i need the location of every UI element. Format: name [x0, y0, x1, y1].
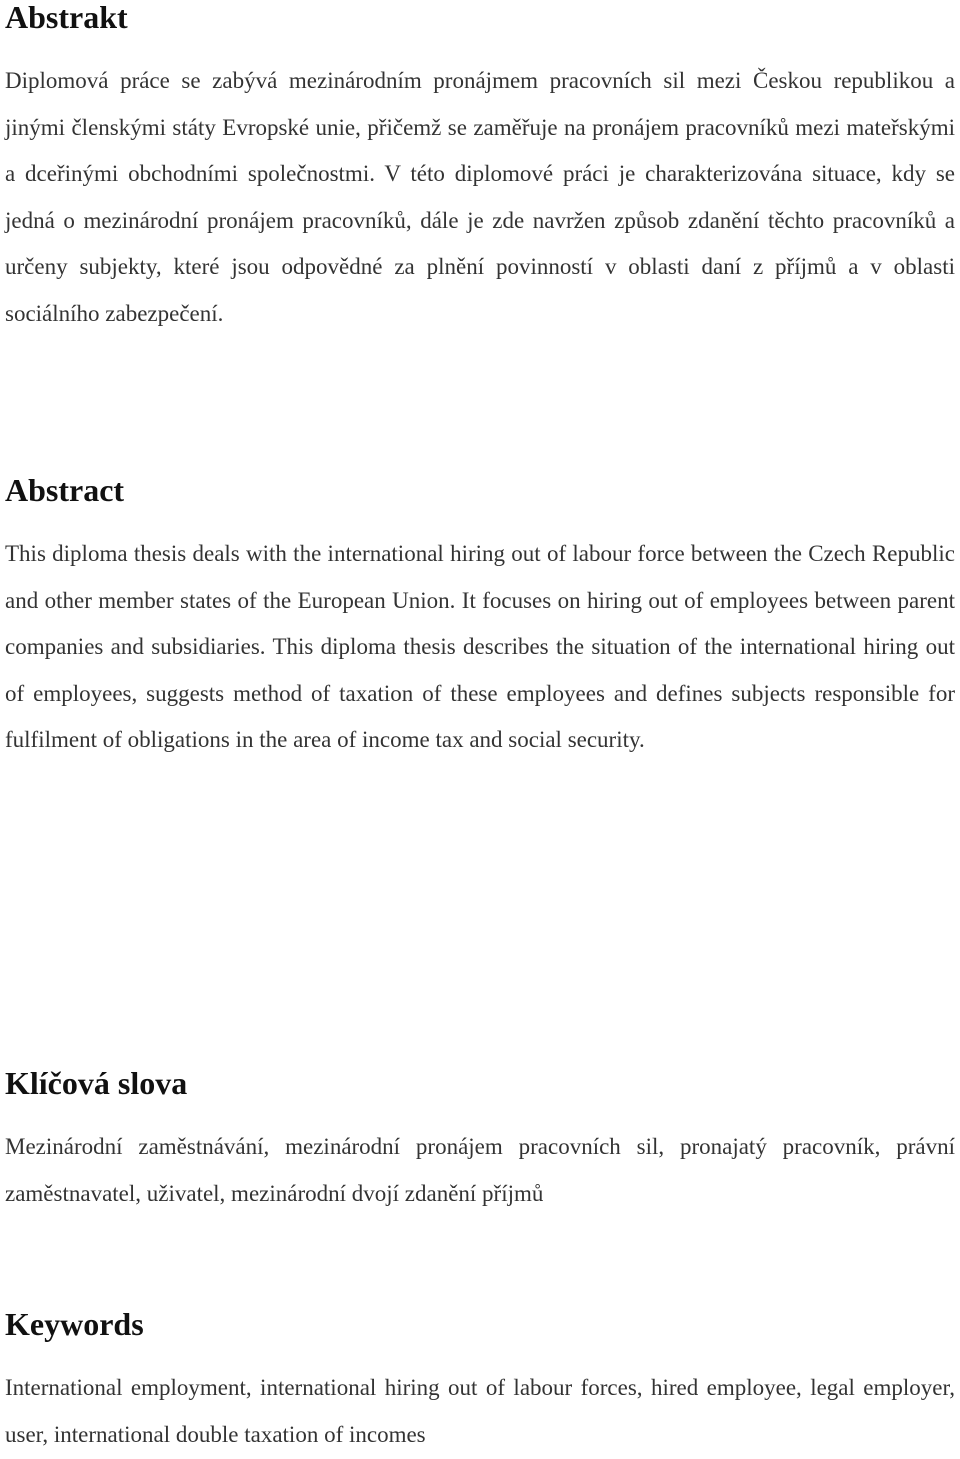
klicova-slova-section: [5, 1063, 955, 1217]
klicova-slova-heading: Klíčová slova: [5, 1065, 188, 1101]
abstract-heading: Abstract: [5, 472, 125, 508]
abstract-paragraph: This diploma thesis deals with the international hiring out of labour force between the Czech Republic and other member states of the European Union. It focuses on hiring out of employees between parent companies and subsidiaries. This diploma thesis describes the situation of the international hiring out of employees, suggests method of taxation of these employees and defines subjects responsible for fulfilment of obligations in the area of income tax and social security.: [5, 541, 955, 753]
klicova-slova-paragraph: Mezinárodní zaměstnávání, mezinárodní pronájem pracovních sil, pronajatý pracovník, právní zaměstnavatel, uživatel, mezinárodní dvojí zdanění příjmů: [5, 1134, 955, 1206]
keywords-heading: Keywords: [5, 1306, 144, 1342]
abstract-section: [5, 470, 955, 764]
keywords-section: [5, 1304, 955, 1458]
abstrakt-paragraph: Diplomová práce se zabývá mezinárodním pronájmem pracovních sil mezi Českou republikou a jinými členskými státy Evropské unie, přičemž se zaměřuje na pronájem pracovníků mezi mateřskými a dceřinými obchodními společnostmi. V této diplomové práci je charakterizována situace, kdy se jedná o mezinárodní pronájem pracovníků, dále je zde navržen způsob zdanění těchto pracovníků a určeny subjekty, které jsou odpovědné za plnění povinností v oblasti daní z příjmů a v oblasti sociálního zabezpečení.: [5, 68, 955, 326]
abstrakt-section: [5, 0, 955, 338]
abstrakt-heading: Abstrakt: [5, 0, 128, 35]
keywords-paragraph: International employment, international hiring out of labour forces, hired employee, legal employer, user, international double taxation of incomes: [5, 1375, 955, 1447]
